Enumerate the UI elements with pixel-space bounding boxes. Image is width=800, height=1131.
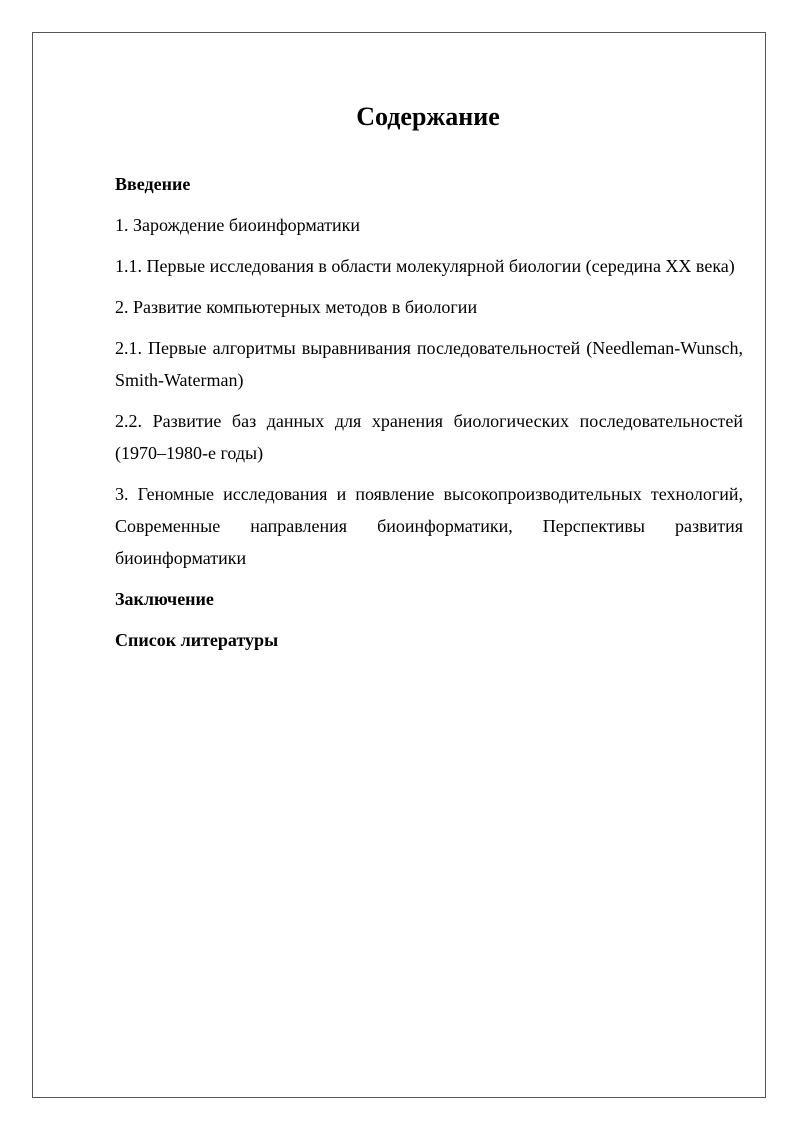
table-of-contents xyxy=(115,168,743,665)
toc-title: Содержание xyxy=(356,102,500,131)
toc-entry-2-2: 2.2. Развитие баз данных для хранения биологических последовательностей (1970–1980-е годы) xyxy=(115,411,743,463)
toc-entry-references: Список литературы xyxy=(115,630,279,650)
toc-entry-1-1: 1.1. Первые исследования в области молекулярной биологии (середина XX века) xyxy=(115,256,735,276)
toc-entry-introduction: Введение xyxy=(115,174,191,194)
toc-entry-2: 2. Развитие компьютерных методов в биологии xyxy=(115,297,478,317)
toc-entry-3: 3. Геномные исследования и появление высокопроизводительных технологий, Современные направления биоинформатики, Перспективы развития биоинформатики xyxy=(115,484,743,568)
toc-entry-2-1: 2.1. Первые алгоритмы выравнивания последовательностей (Needleman-Wunsch, Smith-Waterman) xyxy=(115,338,743,390)
toc-entry-1: 1. Зарождение биоинформатики xyxy=(115,215,361,235)
toc-entry-conclusion: Заключение xyxy=(115,589,214,609)
